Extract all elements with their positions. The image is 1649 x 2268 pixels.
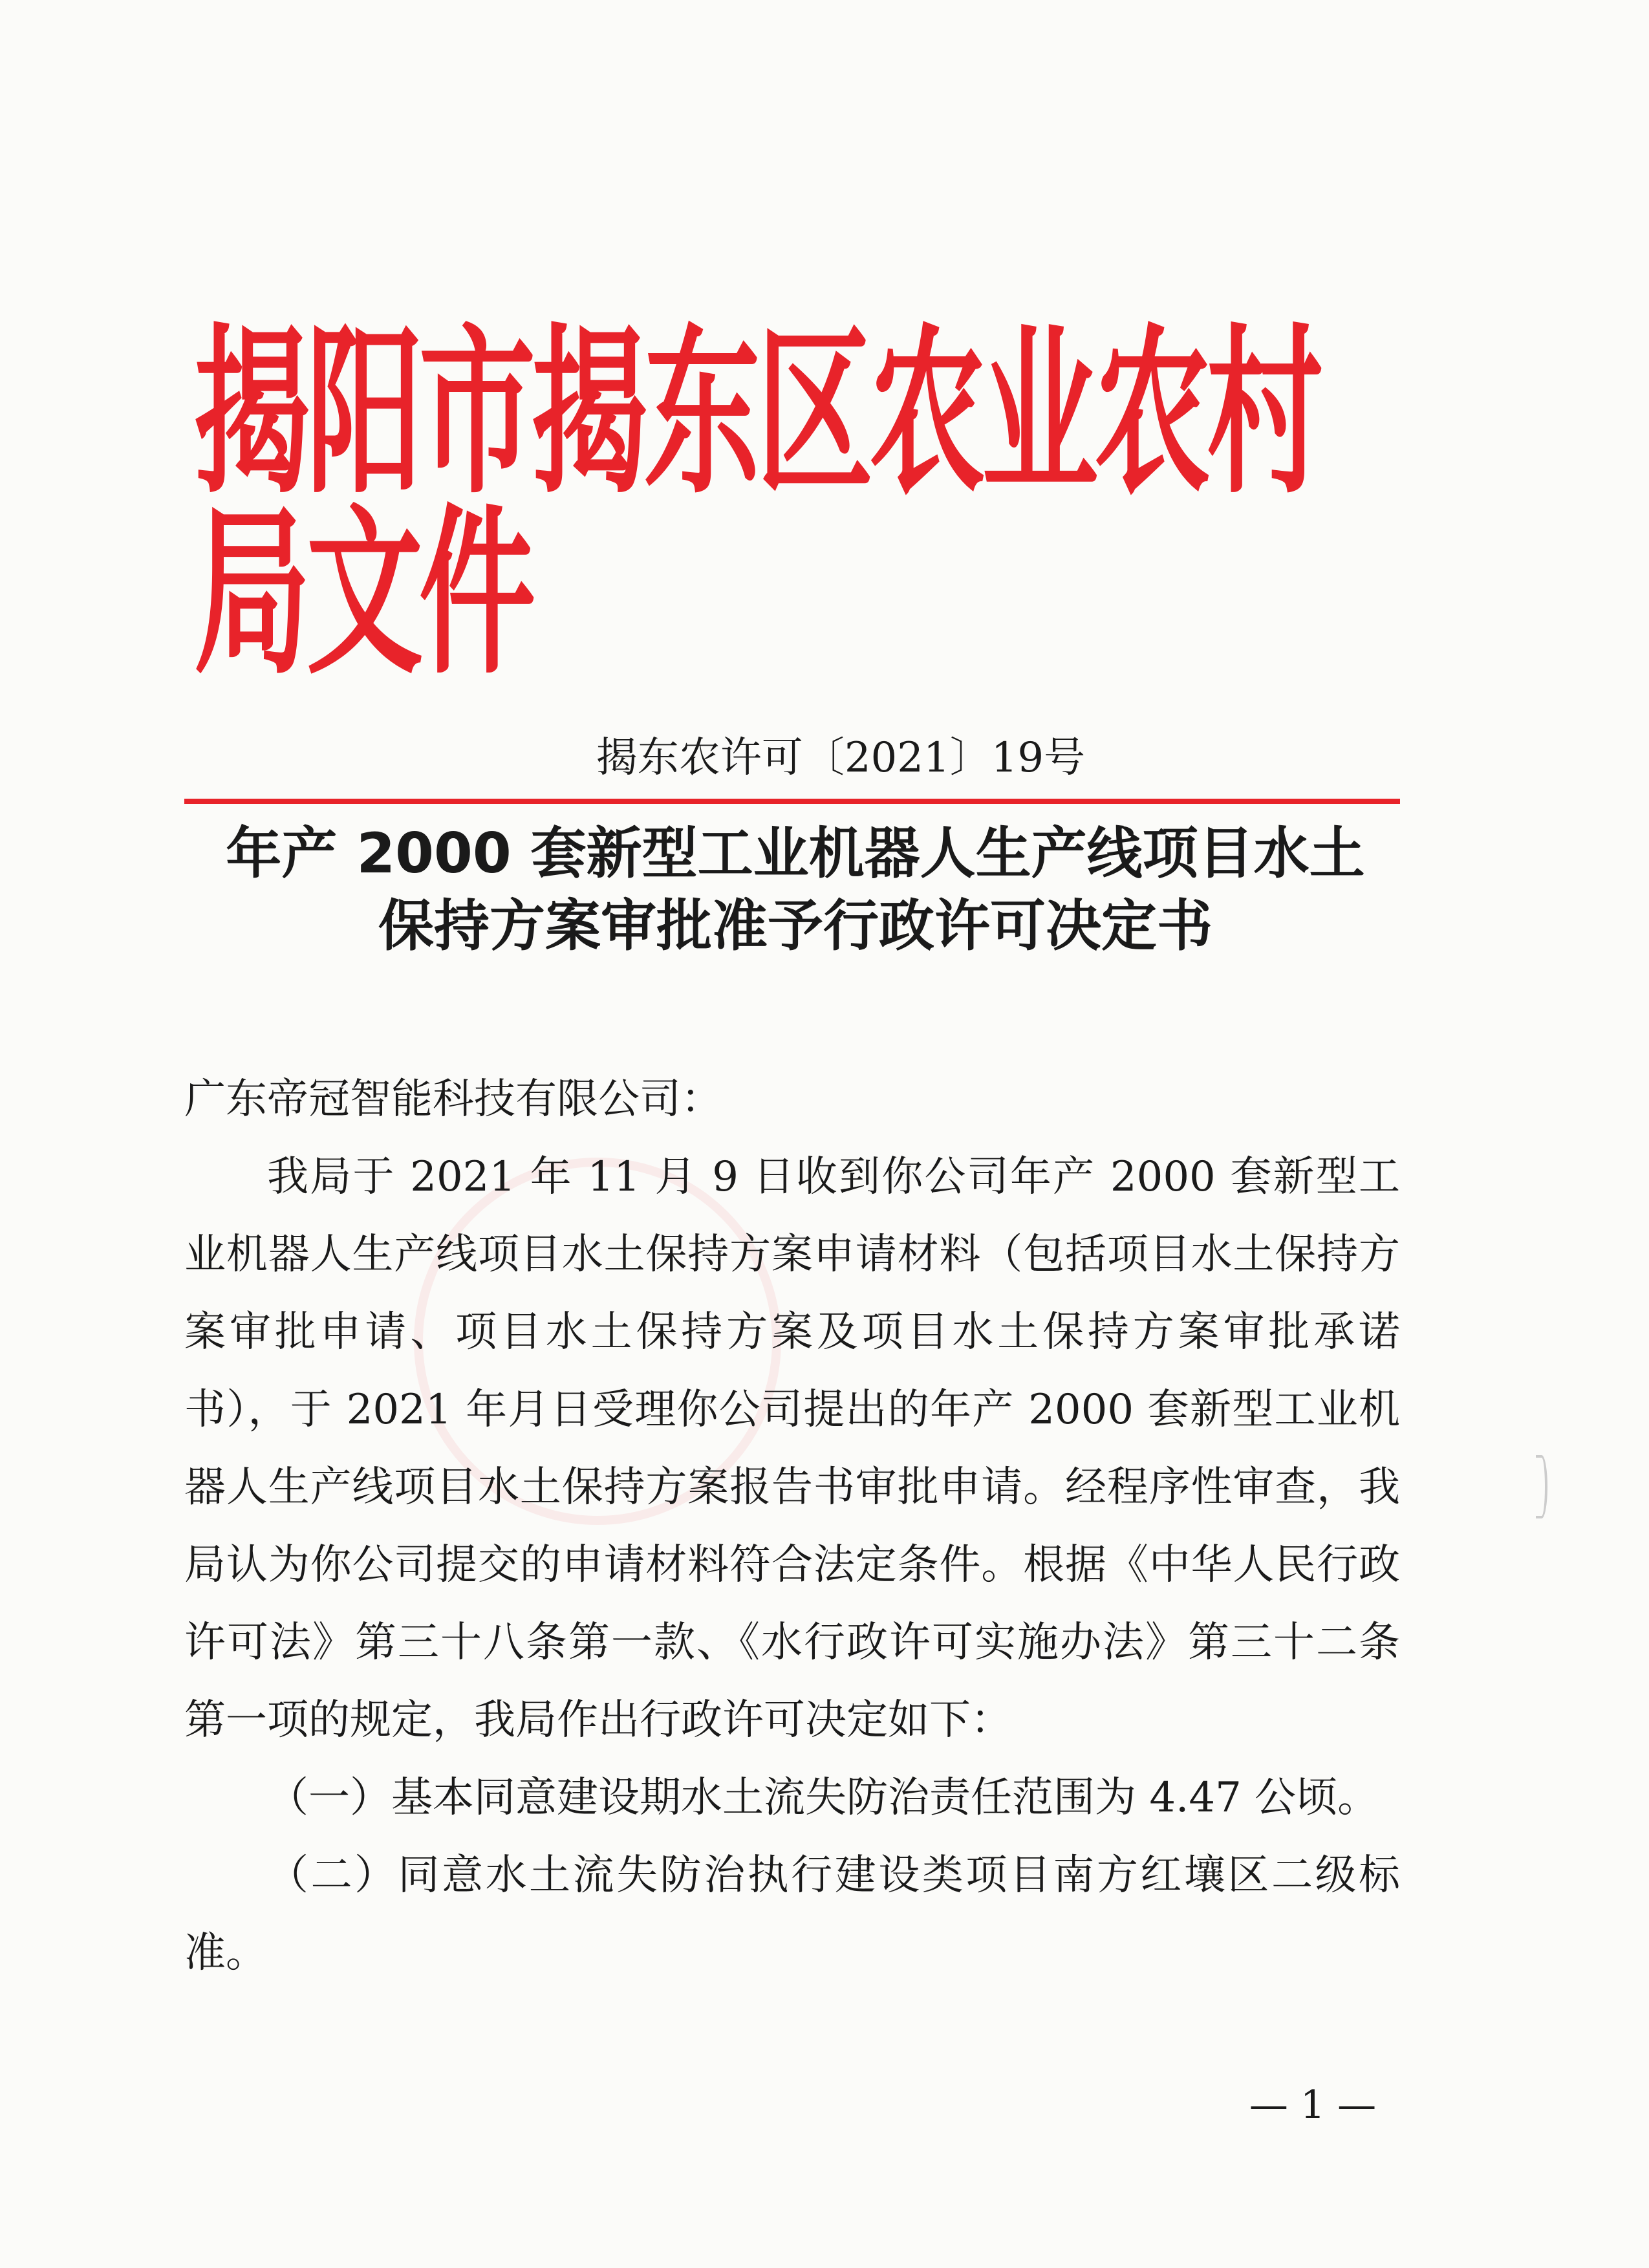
paragraph-item-2: （二）同意水土流失防治执行建设类项目南方红壤区二级标准。 bbox=[184, 1852, 1400, 1977]
masthead-text: 揭阳市揭东区农业农村局文件 bbox=[194, 308, 1320, 699]
masthead bbox=[194, 308, 1397, 699]
document-body bbox=[184, 1061, 1400, 1992]
page-number: — 1 — bbox=[1249, 2082, 1377, 2128]
red-divider bbox=[184, 799, 1400, 804]
title-line-2: 保持方案审批准予行政许可决定书 bbox=[378, 893, 1212, 958]
addressee: 广东帝冠智能科技有限公司： bbox=[184, 1075, 722, 1123]
document-title bbox=[188, 818, 1403, 963]
binding-mark bbox=[1536, 1455, 1547, 1518]
paragraph-intro: 我局于 2021 年 11 月 9 日收到你公司年产 2000 套新型工业机器人生产线项目水土保持方案申请材料（包括项目水土保持方案审批申请、项目水土保持方案及项目水土保持方案审批承诺书），于 2021 年月日受理你公司提出的年产 2000 套新型工业机器人生产线项目水土保持方案报告书审批申请。经程序性审查，我局认为你公司提交的申请材料符合法定条件。根据《中华人民行政许可法》第三十八条第一款、《水行政许可实施办法》第三十二条第一项的规定，我局作出行政许可决定如下： bbox=[184, 1153, 1400, 1744]
title-line-1: 年产 2000 套新型工业机器人生产线项目水土 bbox=[226, 821, 1365, 886]
document-number: 揭东农许可〔2021〕19号 bbox=[596, 734, 1086, 782]
paragraph-item-1: （一）基本同意建设期水土流失防治责任范围为 4.47 公顷。 bbox=[267, 1774, 1379, 1822]
